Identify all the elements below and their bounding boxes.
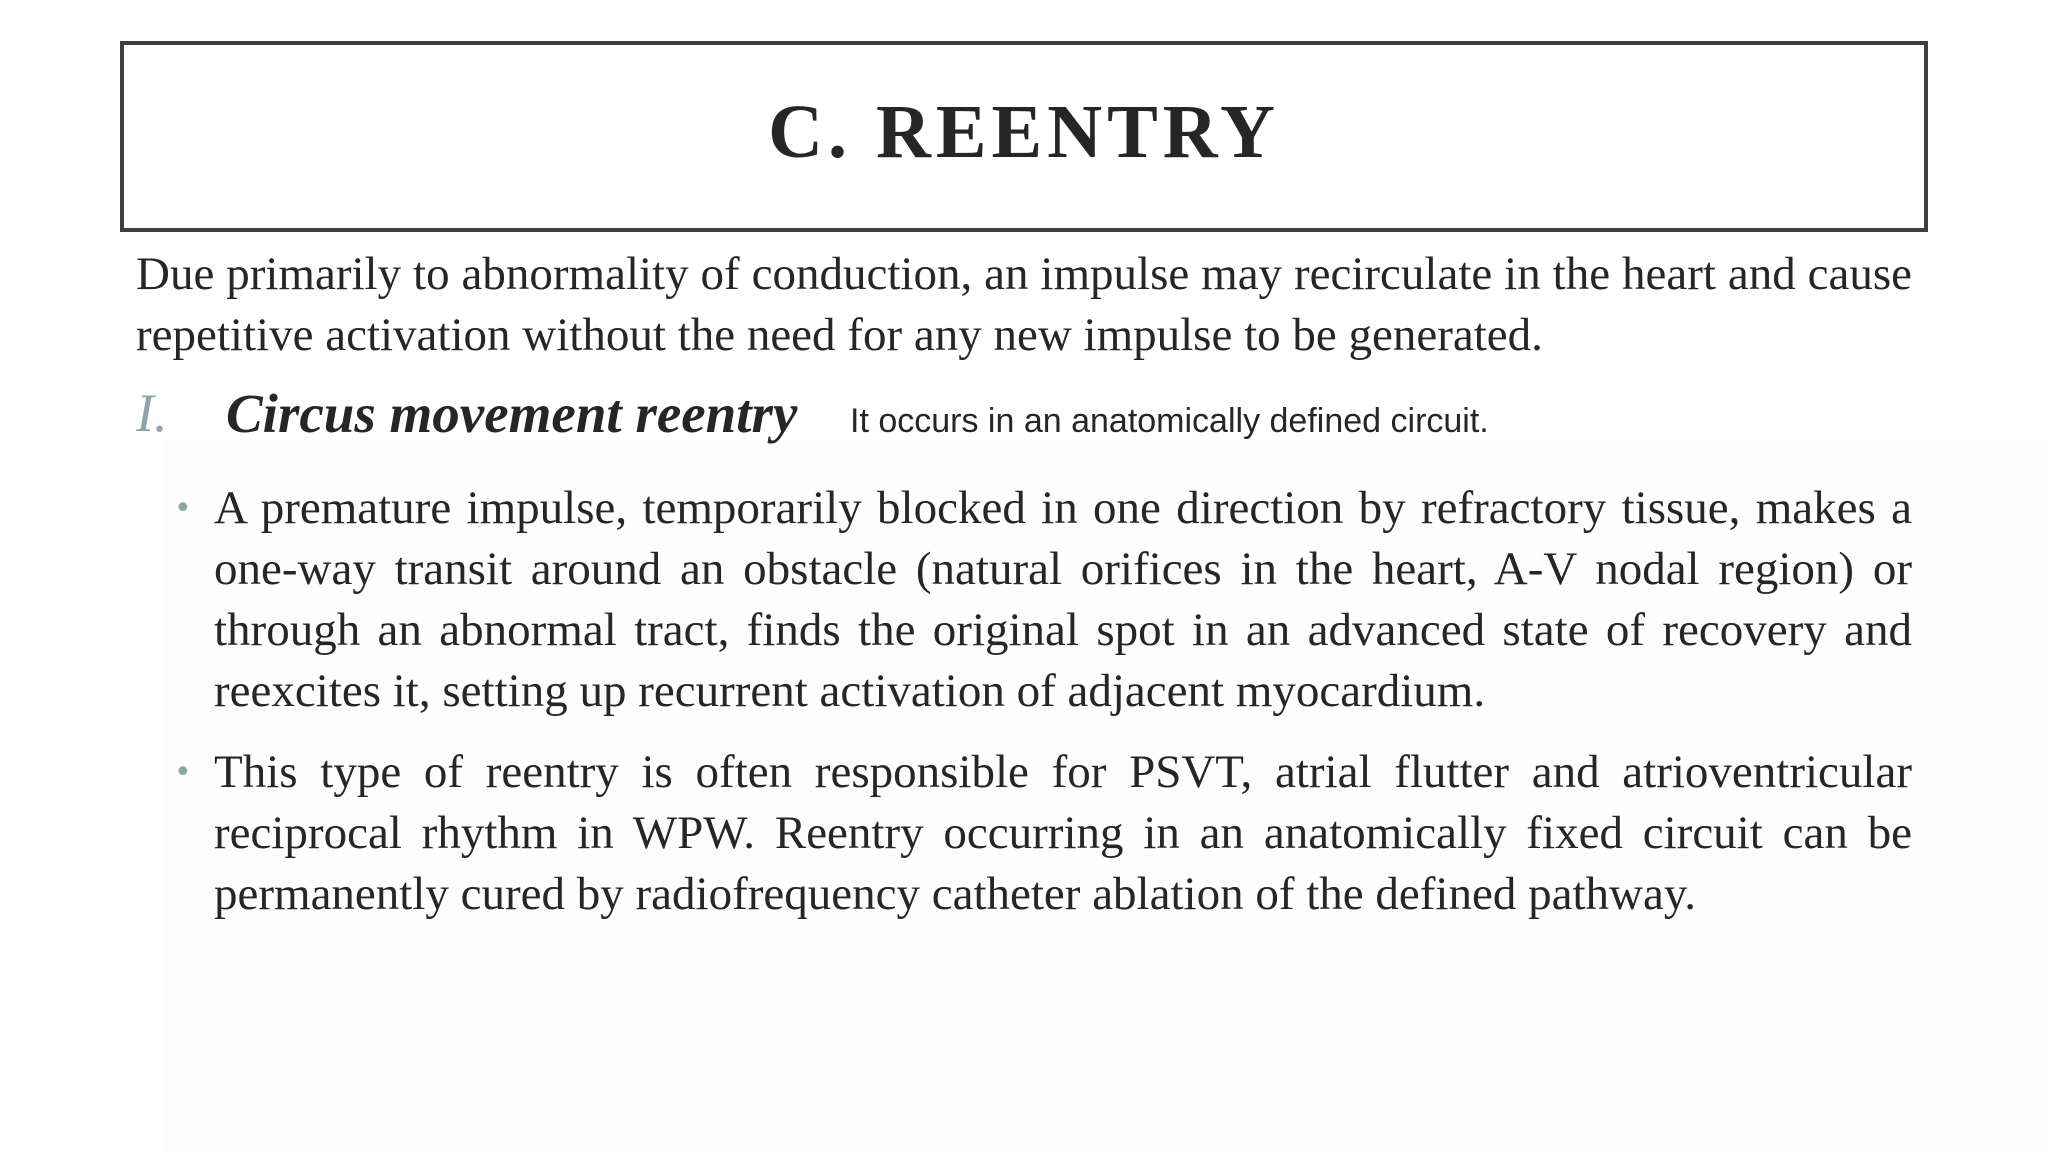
section-number: I. [136,383,168,443]
section-heading [136,382,1926,452]
bullet-icon: • [174,491,192,526]
title-box [120,41,1928,232]
list-item [170,742,1912,925]
bullet-text: This type of reentry is often responsible for PSVT, atrial flutter and atrioventricular reciprocal rhythm in WPW. Reentry occurring in an anatomically fixed circuit can be permanently cured by radiofrequency catheter ablation of the defined pathway. [214,746,1912,920]
bullet-icon: • [174,755,192,790]
bullet-text: A premature impulse, temporarily blocked in one direction by refractory tissue, makes a one-way transit around an obstacle (natural orifices in the heart, A-V nodal region) or through an abnormal tract, finds the original spot in an advanced state of recovery and reexcites it, setting up recurrent activation of adjacent myocardium. [214,482,1912,717]
slide-title: C. REENTRY [768,90,1280,174]
intro-paragraph: Due primarily to abnormality of conduction, an impulse may recirculate in the heart and cause repetitive activation without the need for any new impulse to be generated. [136,248,1912,361]
list-item [170,478,1912,722]
bullet-list [170,478,1912,945]
section-description: It occurs in an anatomically defined circuit. [850,402,1489,440]
section-title: Circus movement reentry [226,383,798,444]
